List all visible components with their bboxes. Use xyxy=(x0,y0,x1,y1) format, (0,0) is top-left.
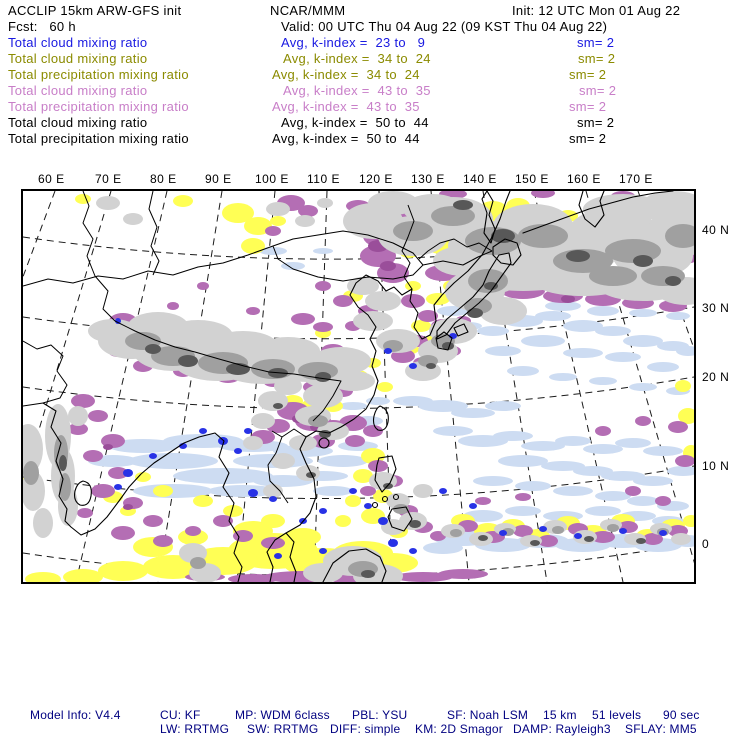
sflay-scheme: SFLAY: MM5 xyxy=(625,722,697,736)
sw-scheme: SW: RRTMG xyxy=(247,722,319,736)
layer-smooth: sm= 2 xyxy=(579,83,617,98)
sf-scheme: SF: Noah LSM xyxy=(447,708,529,722)
diff-scheme: DIFF: simple xyxy=(330,722,401,736)
lon-tick-label: 90 E xyxy=(205,172,232,186)
lat-tick-label: 0 xyxy=(702,537,710,551)
layer-stat: Avg, k-index = 50 to 44 xyxy=(272,131,420,146)
layer-label: Total cloud mixing ratio xyxy=(8,115,148,130)
layer-stat: Avg, k-index = 43 to 35 xyxy=(283,83,431,98)
lon-tick-label: 120 E xyxy=(359,172,393,186)
valid-time: Valid: 00 UTC Thu 04 Aug 22 (09 KST Thu 04 Aug 22) xyxy=(281,19,608,34)
layer-stat: Avg, k-index = 50 to 44 xyxy=(281,115,429,130)
org-label: NCAR/MMM xyxy=(270,3,346,18)
layer-smooth: sm= 2 xyxy=(569,131,607,146)
map-canvas xyxy=(23,191,694,582)
layer-label: Total precipitation mixing ratio xyxy=(8,99,189,114)
layer-stat: Avg, k-index = 23 to 9 xyxy=(281,35,426,50)
lon-tick-label: 80 E xyxy=(150,172,177,186)
model-version: Model Info: V4.4 xyxy=(30,708,121,722)
lat-tick-label: 10 N xyxy=(702,459,730,473)
lon-tick-label: 100 E xyxy=(255,172,289,186)
page-title: ACCLIP 15km ARW-GFS init xyxy=(8,3,182,18)
layer-label: Total precipitation mixing ratio xyxy=(8,131,189,146)
layer-stat: Avg, k-index = 43 to 35 xyxy=(272,99,420,114)
layer-label: Total precipitation mixing ratio xyxy=(8,67,189,82)
layer-smooth: sm= 2 xyxy=(577,115,615,130)
lon-tick-label: 70 E xyxy=(95,172,122,186)
lat-tick-label: 20 N xyxy=(702,370,730,384)
layer-smooth: sm= 2 xyxy=(577,35,615,50)
layer-smooth: sm= 2 xyxy=(569,99,607,114)
map-plot xyxy=(21,189,696,584)
levels: 51 levels xyxy=(592,708,642,722)
cu-scheme: CU: KF xyxy=(160,708,201,722)
lon-tick-label: 170 E xyxy=(619,172,653,186)
init-time: Init: 12 UTC Mon 01 Aug 22 xyxy=(512,3,681,18)
lon-tick-label: 130 E xyxy=(411,172,445,186)
fcst-hour: Fcst: 60 h xyxy=(8,19,76,34)
layer-smooth: sm= 2 xyxy=(578,51,616,66)
layer-label: Total cloud mixing ratio xyxy=(8,35,148,50)
lon-tick-label: 60 E xyxy=(38,172,65,186)
lon-tick-label: 140 E xyxy=(463,172,497,186)
layer-stat: Avg, k-index = 34 to 24 xyxy=(283,51,431,66)
damp-scheme: DAMP: Rayleigh3 xyxy=(513,722,611,736)
lw-scheme: LW: RRTMG xyxy=(160,722,230,736)
grid-spacing: 15 km xyxy=(543,708,577,722)
timestep: 90 sec xyxy=(663,708,700,722)
layer-stat: Avg, k-index = 34 to 24 xyxy=(272,67,420,82)
lat-tick-label: 30 N xyxy=(702,301,730,315)
km-scheme: KM: 2D Smagor xyxy=(415,722,503,736)
contour-fill-layer xyxy=(23,191,694,582)
layer-smooth: sm= 2 xyxy=(569,67,607,82)
layer-label: Total cloud mixing ratio xyxy=(8,83,148,98)
lon-tick-label: 110 E xyxy=(307,172,340,186)
layer-label: Total cloud mixing ratio xyxy=(8,51,148,66)
mp-scheme: MP: WDM 6class xyxy=(235,708,330,722)
pbl-scheme: PBL: YSU xyxy=(352,708,408,722)
lon-tick-label: 160 E xyxy=(567,172,601,186)
lat-tick-label: 40 N xyxy=(702,223,730,237)
lon-tick-label: 150 E xyxy=(515,172,549,186)
